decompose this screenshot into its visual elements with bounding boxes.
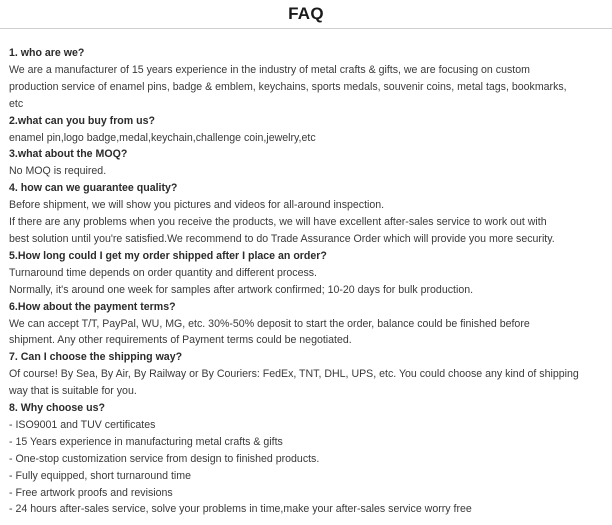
faq-header: [0, 0, 612, 29]
faq-answer-line: enamel pin,logo badge,medal,keychain,challenge coin,jewelry,etc: [9, 131, 316, 144]
faq-answer-line: We can accept T/T, PayPal, WU, MG, etc. 30%-50% deposit to start the order, balance could be finished before: [9, 317, 530, 330]
faq-answer-line: way that is suitable for you.: [9, 385, 137, 398]
list-item: - 24 hours after-sales service, solve your problems in time,make your after-sales service worry free: [9, 503, 472, 516]
faq-question-4: 4. how can we guarantee quality?: [9, 182, 178, 195]
faq-content: [9, 45, 605, 518]
faq-answer-line: Turnaround time depends on order quantity and different process.: [9, 266, 317, 279]
list-item: - One-stop customization service from design to finished products.: [9, 452, 320, 465]
faq-answer-line: Of course! By Sea, By Air, By Railway or By Couriers: FedEx, TNT, DHL, UPS, etc. You could choose any kind of shipping: [9, 368, 579, 381]
faq-answer-line: production service of enamel pins, badge & emblem, keychains, sports medals, souvenir coins, metal tags, bookmarks,: [9, 80, 567, 93]
faq-question-7: 7. Can I choose the shipping way?: [9, 351, 183, 364]
page-title: FAQ: [288, 4, 324, 23]
faq-question-3: 3.what about the MOQ?: [9, 148, 128, 161]
list-item: - ISO9001 and TUV certificates: [9, 418, 156, 431]
faq-question-1: 1. who are we?: [9, 47, 85, 59]
faq-answer-line: Normally, it's around one week for samples after artwork confirmed; 10-20 days for bulk production.: [9, 283, 474, 296]
faq-answer-line: No MOQ is required.: [9, 165, 107, 178]
faq-answer-line: etc: [9, 97, 24, 110]
list-item: - Free artwork proofs and revisions: [9, 486, 173, 499]
faq-question-6: 6.How about the payment terms?: [9, 300, 176, 313]
faq-question-8: 8. Why choose us?: [9, 402, 105, 415]
list-item: - Fully equipped, short turnaround time: [9, 469, 191, 482]
faq-question-2: 2.what can you buy from us?: [9, 114, 155, 127]
faq-question-5: 5.How long could I get my order shipped after I place an order?: [9, 249, 327, 262]
list-item: - 15 Years experience in manufacturing metal crafts & gifts: [9, 435, 283, 448]
faq-answer-line: shipment. Any other requirements of Payment terms could be negotiated.: [9, 334, 352, 347]
faq-answer-line: If there are any problems when you receive the products, we will have excellent after-sales service to work out with: [9, 216, 547, 229]
faq-answer-line: We are a manufacturer of 15 years experience in the industry of metal crafts & gifts, we are focusing on custom: [9, 63, 530, 76]
faq-answer-line: best solution until you're satisfied.We recommend to do Trade Assurance Order which will provide you more security.: [9, 232, 555, 245]
faq-answer-line: Before shipment, we will show you pictures and videos for all-around inspection.: [9, 199, 385, 212]
